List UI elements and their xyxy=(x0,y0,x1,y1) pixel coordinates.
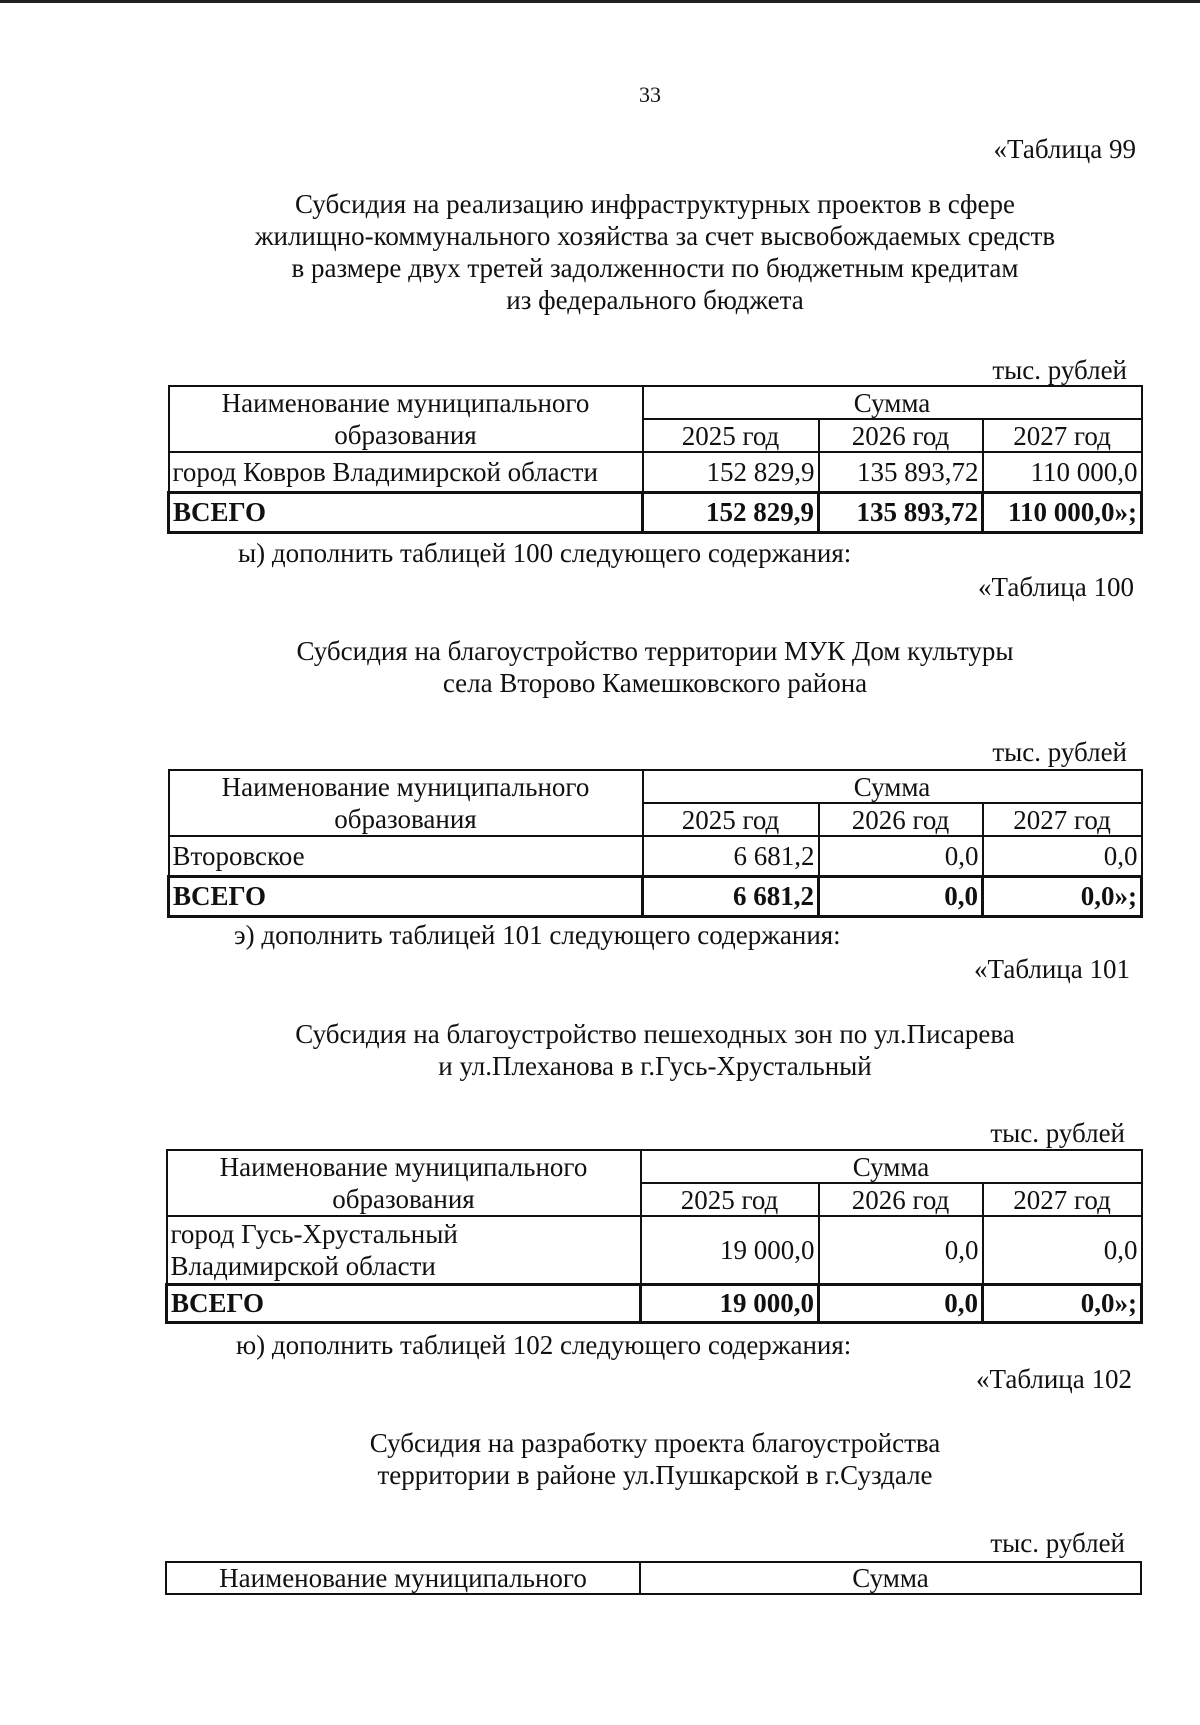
table-101-title-line: и ул.Плеханова в г.Гусь-Хрустальный xyxy=(438,1051,872,1081)
table-99-label: «Таблица 99 xyxy=(993,134,1136,164)
total-2026: 0,0 xyxy=(819,1284,983,1322)
header-sum-cell: Сумма xyxy=(641,1150,1142,1183)
note-table-100: ы) дополнить таблицей 100 следующего содержания: xyxy=(238,538,852,568)
table-101-label: «Таблица 101 xyxy=(974,954,1130,984)
header-2025: 2025 год xyxy=(643,419,819,452)
total-2025: 6 681,2 xyxy=(643,876,819,916)
header-name-cell: Наименование муниципального образования xyxy=(169,386,643,452)
total-2025: 152 829,9 xyxy=(643,492,819,532)
table-99-title-line: жилищно-коммунального хозяйства за счет высвобождаемых средств xyxy=(254,221,1056,251)
total-name: ВСЕГО xyxy=(169,876,643,916)
note-table-102: ю) дополнить таблицей 102 следующего содержания: xyxy=(236,1330,852,1360)
total-name: ВСЕГО xyxy=(167,1284,641,1322)
header-2026: 2026 год xyxy=(819,1183,983,1216)
table-100-title-line: Субсидия на благоустройство территории МУК Дом культуры xyxy=(296,636,1014,666)
note-table-101: э) дополнить таблицей 101 следующего содержания: xyxy=(234,920,841,950)
table-102-title xyxy=(0,1427,1200,1491)
table-101-title-line: Субсидия на благоустройство пешеходных зон по ул.Писарева xyxy=(295,1019,1015,1049)
header-2027: 2027 год xyxy=(983,419,1142,452)
header-sum-cell: Сумма xyxy=(643,770,1142,803)
table-102-units: тыс. рублей xyxy=(990,1528,1125,1558)
table-102-title-line: территории в районе ул.Пушкарской в г.Суздале xyxy=(377,1460,933,1490)
row-2026: 135 893,72 xyxy=(819,452,983,492)
header-2026: 2026 год xyxy=(819,419,983,452)
table-99 xyxy=(167,385,1143,534)
header-sum-cell: Сумма xyxy=(643,386,1142,419)
table-101 xyxy=(165,1149,1143,1324)
header-2027: 2027 год xyxy=(983,1183,1142,1216)
total-2027: 0,0»; xyxy=(983,1284,1142,1322)
table-99-title-line: Субсидия на реализацию инфраструктурных проектов в сфере xyxy=(294,189,1016,219)
header-2027: 2027 год xyxy=(983,803,1142,836)
row-2025: 19 000,0 xyxy=(641,1216,819,1284)
table-row xyxy=(169,452,1142,492)
total-2027: 0,0»; xyxy=(983,876,1142,916)
total-2026: 0,0 xyxy=(819,876,983,916)
page-number: 33 xyxy=(639,82,661,107)
table-100-label: «Таблица 100 xyxy=(978,572,1134,602)
header-2025: 2025 год xyxy=(643,803,819,836)
table-99-title-line: в размере двух третей задолженности по бюджетным кредитам xyxy=(291,253,1019,283)
table-101-title xyxy=(0,1018,1200,1082)
row-name: город Ковров Владимирской области xyxy=(169,452,643,492)
table-102-label: «Таблица 102 xyxy=(976,1364,1132,1394)
table-99-title xyxy=(0,188,1200,316)
row-name xyxy=(167,1216,641,1284)
table-99-units: тыс. рублей xyxy=(992,355,1127,385)
row-2027: 0,0 xyxy=(983,1216,1142,1284)
row-2027: 110 000,0 xyxy=(983,452,1142,492)
row-name: Второвское xyxy=(169,836,643,876)
total-2026: 135 893,72 xyxy=(819,492,983,532)
table-102-title-line: Субсидия на разработку проекта благоустройства xyxy=(369,1428,941,1458)
table-100 xyxy=(167,769,1143,918)
row-2025: 152 829,9 xyxy=(643,452,819,492)
table-100-units: тыс. рублей xyxy=(992,737,1127,767)
row-name-line: город Гусь-Хрустальный xyxy=(170,1218,458,1249)
table-row xyxy=(167,1216,1142,1284)
table-101-units: тыс. рублей xyxy=(990,1118,1125,1148)
header-name-cell: Наименование муниципального xyxy=(166,1562,640,1594)
table-102 xyxy=(165,1561,1142,1595)
row-2026: 0,0 xyxy=(819,1216,983,1284)
header-name-cell: Наименование муниципального образования xyxy=(169,770,643,836)
total-2025: 19 000,0 xyxy=(641,1284,819,1322)
total-row xyxy=(167,1284,1142,1322)
table-100-title-line: села Второво Камешковского района xyxy=(442,668,868,698)
scan-top-edge xyxy=(0,0,1200,3)
header-sum-cell: Сумма xyxy=(640,1562,1141,1594)
row-2027: 0,0 xyxy=(983,836,1142,876)
row-name-line: Владимирской области xyxy=(170,1250,436,1281)
table-100-title xyxy=(0,635,1200,699)
header-name-cell: Наименование муниципального образования xyxy=(167,1150,641,1216)
total-row xyxy=(169,492,1142,532)
total-2027: 110 000,0»; xyxy=(983,492,1142,532)
header-2026: 2026 год xyxy=(819,803,983,836)
total-name: ВСЕГО xyxy=(169,492,643,532)
header-2025: 2025 год xyxy=(641,1183,819,1216)
table-row xyxy=(169,836,1142,876)
total-row xyxy=(169,876,1142,916)
row-2025: 6 681,2 xyxy=(643,836,819,876)
row-2026: 0,0 xyxy=(819,836,983,876)
table-99-title-line: из федерального бюджета xyxy=(506,285,804,315)
